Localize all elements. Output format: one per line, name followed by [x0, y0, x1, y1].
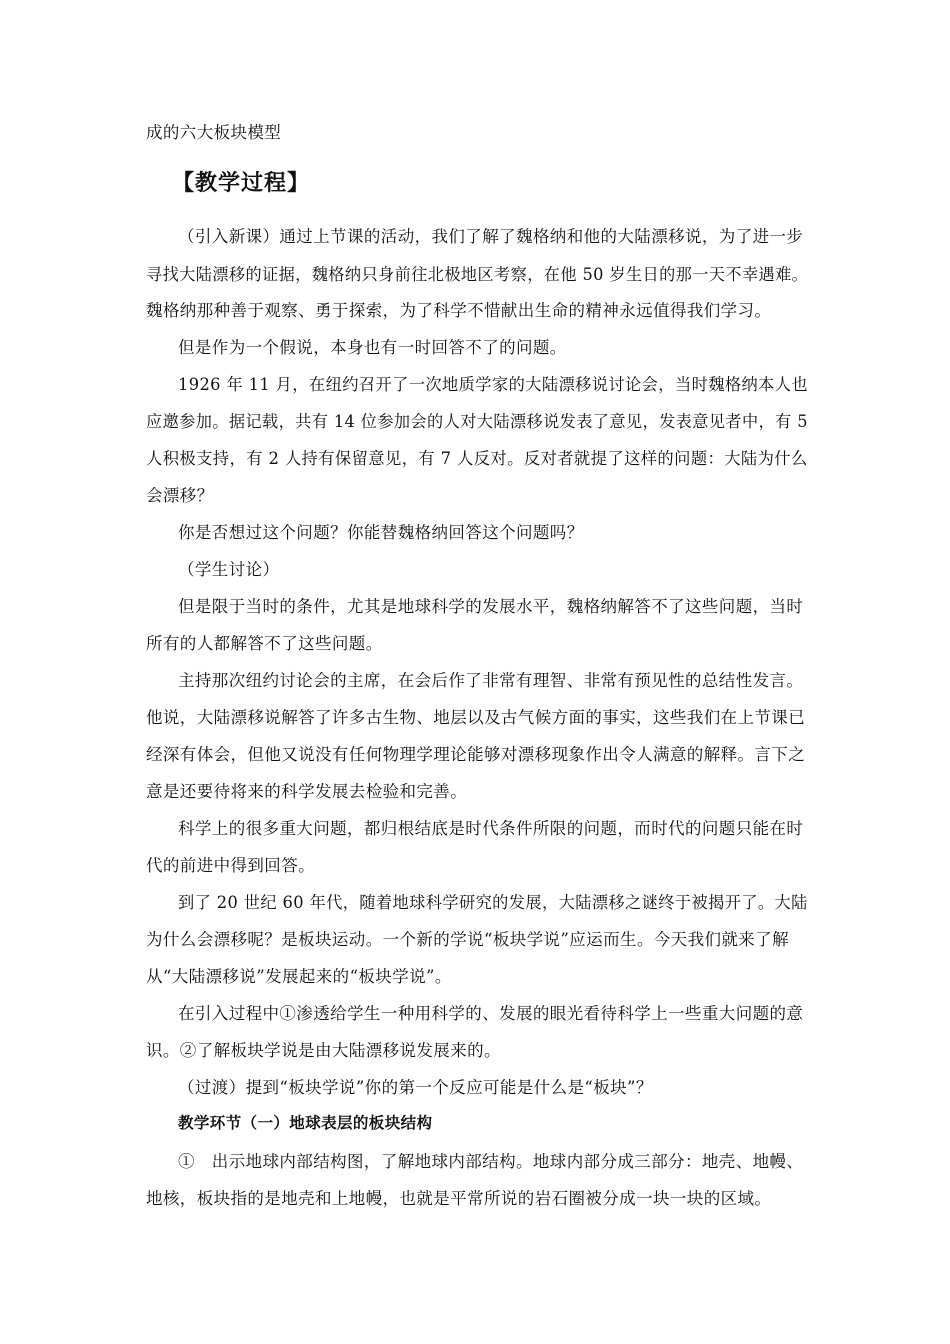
paragraph-line: 为什么会漂移呢？是板块运动。一个新的学说“板块学说”应运而生。今天我们就来了解: [146, 930, 789, 949]
paragraph-line: 你是否想过这个问题？你能替魏格纳回答这个问题吗？: [178, 523, 584, 542]
paragraph-line: 他说，大陆漂移说解答了许多古生物、地层以及古气候方面的事实，这些我们在上节课已: [146, 708, 806, 727]
paragraph-line: 会漂移？: [146, 486, 214, 505]
paragraph-line: （过渡）提到“板块学说”你的第一个反应可能是什么是“板块”？: [178, 1078, 653, 1097]
paragraph-line: 1926 年 11 月，在纽约召开了一次地质学家的大陆漂移说讨论会，当时魏格纳本人也: [178, 375, 809, 394]
section-subheading: 教学环节（一）地球表层的板块结构: [178, 1114, 433, 1132]
paragraph-line: 在引入过程中①渗透给学生一种用科学的、发展的眼光看待科学上一些重大问题的意: [178, 1004, 804, 1023]
paragraph-line: 成的六大板块模型: [146, 123, 282, 142]
section-heading: 【教学过程】: [172, 171, 311, 196]
paragraph-line: 科学上的很多重大问题，都归根结底是时代条件所限的问题，而时代的问题只能在时: [178, 819, 804, 838]
paragraph-line: （学生讨论）: [178, 560, 280, 579]
paragraph-line: 地核，板块指的是地壳和上地幔，也就是平常所说的岩石圈被分成一块一块的区域。: [146, 1189, 772, 1208]
paragraph-line: 人积极支持，有 2 人持有保留意见，有 7 人反对。反对者就提了这样的问题：大陆为什么: [146, 449, 808, 468]
paragraph-line: ① 出示地球内部结构图，了解地球内部结构。地球内部分成三部分：地壳、地幔、: [178, 1152, 804, 1171]
paragraph-line: （引入新课）通过上节课的活动，我们了解了魏格纳和他的大陆漂移说，为了进一步: [178, 227, 804, 246]
paragraph-line: 经深有体会，但他又说没有任何物理学理论能够对漂移现象作出令人满意的解释。言下之: [146, 745, 806, 764]
paragraph-line: 代的前进中得到回答。: [146, 856, 315, 875]
paragraph-line: 从“大陆漂移说”发展起来的“板块学说”。: [146, 967, 452, 986]
paragraph-line: 主持那次纽约讨论会的主席，在会后作了非常有理智、非常有预见性的总结性发言。: [178, 671, 804, 690]
paragraph-line: 识。②了解板块学说是由大陆漂移说发展来的。: [146, 1041, 501, 1060]
paragraph-line: 但是作为一个假说，本身也有一时回答不了的问题。: [178, 338, 567, 357]
paragraph-line: 所有的人都解答不了这些问题。: [146, 634, 383, 653]
paragraph-line: 魏格纳那种善于观察、勇于探索，为了科学不惜献出生命的精神永远值得我们学习。: [146, 301, 772, 320]
paragraph-line: 到了 20 世纪 60 年代，随着地球科学研究的发展，大陆漂移之谜终于被揭开了。大陆: [178, 893, 808, 912]
paragraph-line: 意是还要待将来的科学发展去检验和完善。: [146, 782, 468, 801]
paragraph-line: 但是限于当时的条件，尤其是地球科学的发展水平，魏格纳解答不了这些问题，当时: [178, 597, 804, 616]
paragraph-line: 寻找大陆漂移的证据，魏格纳只身前往北极地区考察，在他 50 岁生日的那一天不幸遇难。: [146, 265, 809, 284]
paragraph-line: 应邀参加。据记载，共有 14 位参加会的人对大陆漂移说发表了意见，发表意见者中，有 5: [146, 412, 808, 431]
